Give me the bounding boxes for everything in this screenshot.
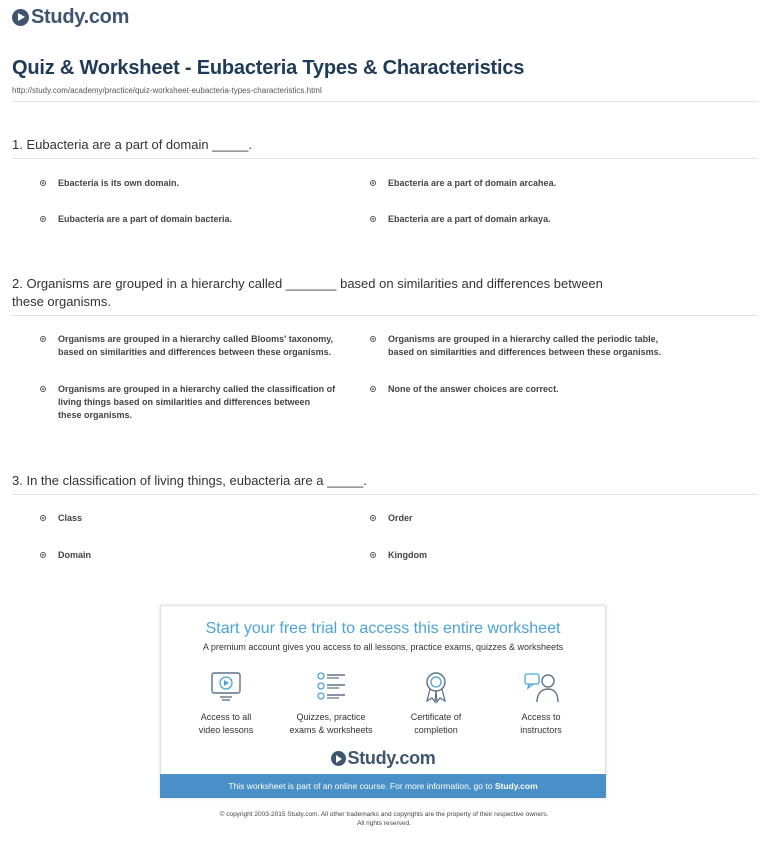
radio-button[interactable] [370, 386, 376, 392]
option-label: Eubacteria are a part of domain bacteria. [58, 214, 233, 224]
feature-line: Quizzes, practice [296, 712, 366, 722]
q3-option-d[interactable] [370, 549, 427, 562]
radio-button[interactable] [40, 515, 46, 521]
q1-option-b[interactable] [370, 177, 556, 190]
option-line: Organisms are grouped in a hierarchy called the periodic table, [388, 334, 659, 344]
radio-button[interactable] [40, 552, 46, 558]
divider [12, 101, 758, 102]
q2-option-b[interactable] [370, 333, 661, 359]
option-line: these organisms. [58, 410, 133, 420]
q3-option-c[interactable] [40, 549, 91, 562]
free-trial-promo [160, 605, 606, 798]
q1-option-d[interactable] [370, 213, 551, 226]
q3-option-b[interactable] [370, 512, 413, 525]
feature-label [486, 711, 596, 737]
option-label: Domain [58, 550, 92, 560]
question-3: 3. In the classification of living things, eubacteria are a _____. [12, 473, 367, 488]
page-url: http://study.com/academy/practice/quiz-worksheet-eubacteria-types-characteristics.html [12, 86, 322, 95]
question-1: 1. Eubacteria are a part of domain _____. [12, 137, 252, 152]
logo-text: Study.com [347, 748, 436, 768]
option-line: Organisms are grouped in a hierarchy called the classification of [58, 384, 336, 394]
feature-line: Access to [521, 712, 561, 722]
question-2-line1: 2. Organisms are grouped in a hierarchy called _______ based on similarities and differences between [12, 276, 603, 291]
divider [12, 494, 758, 495]
feature-label [381, 711, 491, 737]
option-label [58, 333, 333, 359]
feature-label [171, 711, 281, 737]
option-label: Kingdom [388, 550, 427, 560]
option-label: Class [58, 513, 83, 523]
question-2 [12, 275, 672, 311]
feature-line: Access to all [200, 712, 252, 722]
study-link[interactable]: Study.com [494, 781, 538, 791]
feature-certificate [381, 670, 491, 737]
q3-option-a[interactable] [40, 512, 82, 525]
option-label: Ebacteria are a part of domain arcahea. [388, 178, 557, 188]
feature-line: instructors [520, 725, 562, 735]
option-label: Order [388, 513, 413, 523]
promo-info-bar [160, 774, 606, 798]
feature-video-lessons [171, 670, 281, 737]
radio-button[interactable] [370, 552, 376, 558]
feature-label [276, 711, 386, 737]
q2-option-d[interactable] [370, 383, 559, 396]
promo-study-logo[interactable] [161, 748, 605, 769]
question-2-line2: these organisms. [12, 294, 111, 309]
instructor-icon [523, 670, 559, 704]
q2-option-a[interactable] [40, 333, 333, 359]
feature-line: Certificate of [410, 712, 462, 722]
q1-option-c[interactable] [40, 213, 232, 226]
radio-button[interactable] [370, 336, 376, 342]
feature-quizzes [276, 670, 386, 737]
divider [12, 158, 758, 159]
quiz-list-icon [313, 670, 349, 704]
copyright-footer [0, 810, 768, 828]
promo-title[interactable]: Start your free trial to access this entire worksheet [205, 620, 561, 637]
footer-line: All rights reserved. [357, 820, 411, 827]
promo-subtitle: A premium account gives you access to all lessons, practice exams, quizzes & worksheets [202, 642, 564, 652]
divider [12, 315, 758, 316]
play-circle-icon [12, 9, 29, 26]
q1-option-a[interactable] [40, 177, 179, 190]
play-circle-icon [331, 751, 346, 766]
option-line: based on similarities and differences between these organisms. [388, 347, 662, 357]
radio-button[interactable] [370, 180, 376, 186]
promo-bar-text: This worksheet is part of an online course. For more information, go to [228, 781, 495, 791]
option-label [58, 383, 335, 422]
option-label [388, 333, 661, 359]
radio-button[interactable] [370, 216, 376, 222]
radio-button[interactable] [40, 180, 46, 186]
feature-line: completion [414, 725, 458, 735]
radio-button[interactable] [40, 336, 46, 342]
option-line: Organisms are grouped in a hierarchy called Blooms' taxonomy, [58, 334, 334, 344]
option-label: Ebacteria are a part of domain arkaya. [388, 214, 551, 224]
study-logo[interactable] [12, 6, 129, 29]
logo-text: Study.com [31, 6, 130, 28]
option-label: Ebacteria is its own domain. [58, 178, 180, 188]
certificate-icon [418, 670, 454, 704]
feature-line: video lessons [198, 725, 254, 735]
option-label: None of the answer choices are correct. [388, 384, 559, 394]
footer-line: © copyright 2003-2015 Study.com. All other trademarks and copyrights are the property of their respective owners. [219, 811, 549, 818]
feature-line: exams & worksheets [289, 725, 373, 735]
option-line: living things based on similarities and differences between [58, 397, 311, 407]
page-title: Quiz & Worksheet - Eubacteria Types & Characteristics [12, 57, 525, 79]
radio-button[interactable] [40, 216, 46, 222]
feature-instructors [486, 670, 596, 737]
q2-option-c[interactable] [40, 383, 335, 422]
option-line: based on similarities and differences between these organisms. [58, 347, 332, 357]
radio-button[interactable] [40, 386, 46, 392]
video-lesson-icon [208, 670, 244, 704]
radio-button[interactable] [370, 515, 376, 521]
